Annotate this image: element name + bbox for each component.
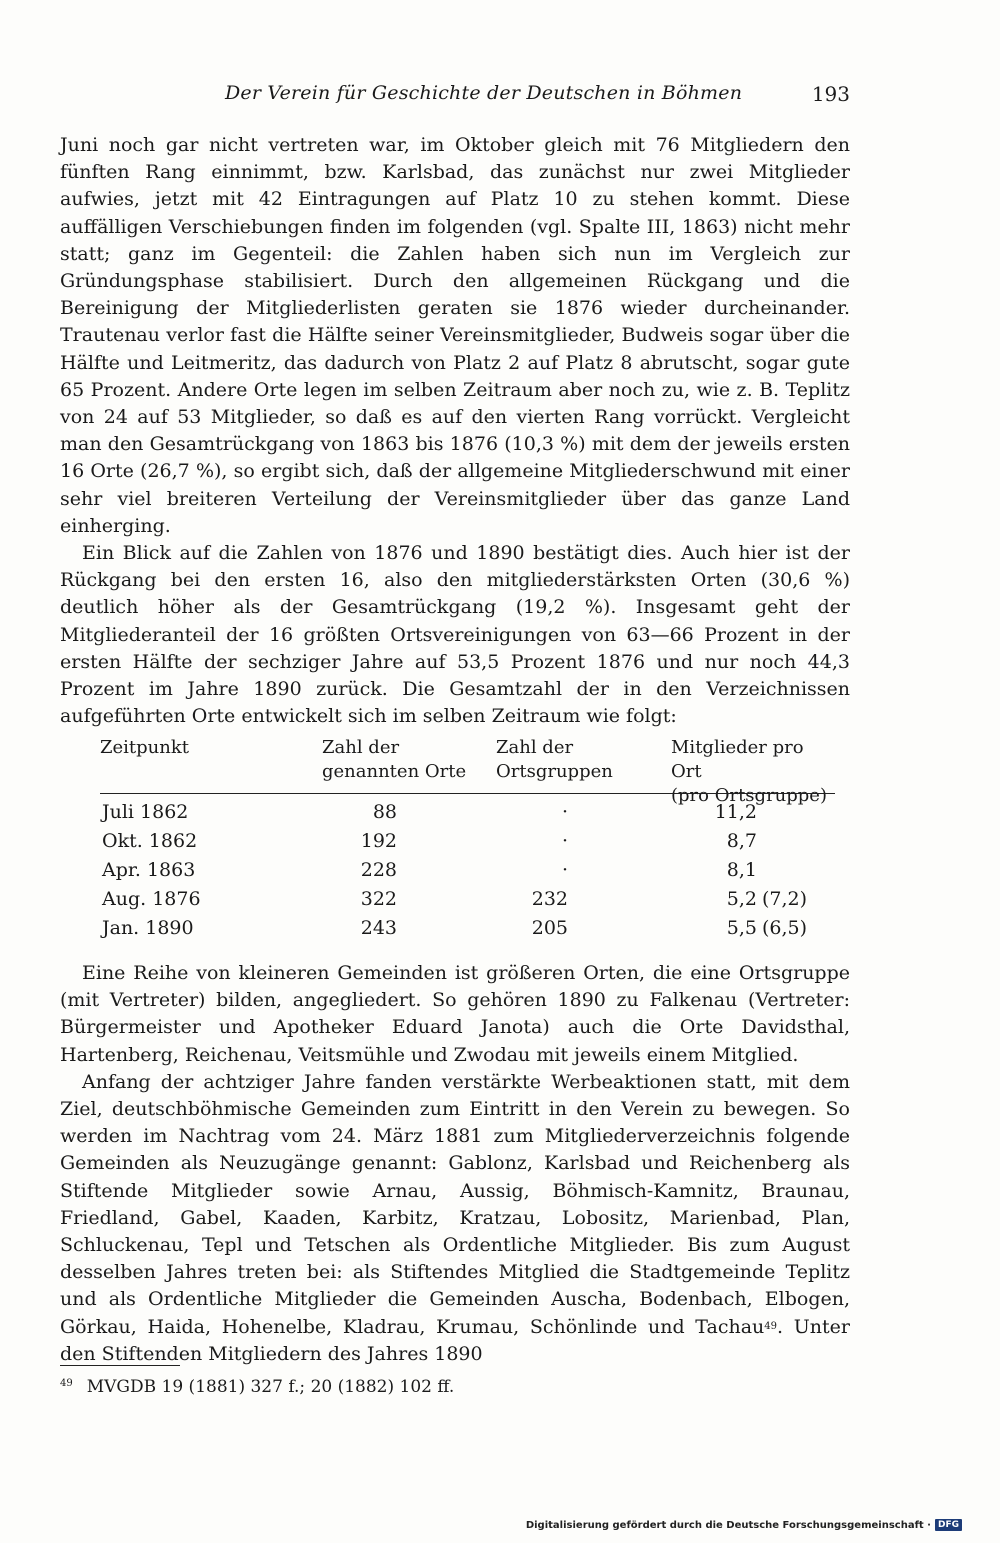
paragraph: Juni noch gar nicht vertreten war, im Oktober gleich mit 76 Mitgliedern den fünften Rang einnimmt, bzw. Karlsbad, das zunächst nur zwei Mitglieder aufwies, jetzt mit 42 Eintragungen auf Platz 10 zu stehen kommt. Diese auffälligen Verschiebungen finden im folgenden (vgl. Spalte III, 1863) nicht mehr statt; ganz im Gegenteil: die Zahlen haben sich nun im Vergleich zur Gründungsphase stabilisiert. Durch den allgemeinen Rückgang und die Bereinigung der Mitgliederlisten geraten sie 1876 wieder durcheinander. Trautenau verlor fast die Hälfte seiner Vereinsmitglieder, Budweis sogar über die Hälfte und Leitmeritz, das dadurch von Platz 2 auf Platz 8 abrutscht, sogar gute 65 Prozent. Andere Orte legen im selben Zeitraum aber noch zu, wie z. B. Teplitz von 24 auf 53 Mitglieder, so daß es auf den vierten Rang vorrückt. Vergleicht man den Gesamtrückgang von 1863 bis 1876 (10,3 %) mit dem der jeweils ersten 16 Orte (26,7 %), so ergibt sich, daß der allgemeine Mitgliederschwund mit einer sehr viel breiteren Verteilung der Vereinsmitglieder über das ganze Land einherging. [60, 134, 850, 537]
footnote-text: MVGDB 19 (1881) 327 f.; 20 (1882) 102 ff. [86, 1377, 455, 1397]
digitization-credit [526, 1519, 962, 1531]
table-body [100, 800, 835, 945]
header-zahl-orte: Zahl der genannten Orte [322, 737, 467, 782]
table-header [100, 736, 835, 806]
cell-ortsgruppen: · [561, 859, 568, 881]
credit-text: Digitalisierung gefördert durch die Deutsche Forschungsgemeinschaft · [525, 1520, 931, 1531]
footnote [60, 1377, 454, 1397]
table-row [100, 916, 835, 945]
footnote-separator [60, 1365, 180, 1366]
cell-date: Jan. 1890 [102, 917, 194, 939]
cell-orte: 322 [360, 888, 397, 910]
running-title: Der Verein für Geschichte der Deutschen in Böhmen [225, 82, 743, 104]
table-row [100, 800, 835, 829]
cell-pro-ort: 5,2 [726, 888, 757, 910]
cell-pro-ort: 8,7 [726, 830, 757, 852]
running-header [60, 82, 850, 112]
cell-ortsgruppen: · [561, 801, 568, 823]
body-text-upper [60, 132, 850, 730]
dfg-logo: DFG [935, 1519, 962, 1531]
footnote-number: 49 [60, 1378, 73, 1389]
table-row [100, 887, 835, 916]
cell-date: Okt. 1862 [102, 830, 198, 852]
footnote-reference[interactable]: 49 [764, 1320, 778, 1332]
cell-orte: 228 [360, 859, 397, 881]
cell-ortsgruppen: 232 [531, 888, 568, 910]
cell-date: Aug. 1876 [102, 888, 201, 910]
statistics-table [100, 736, 835, 945]
table-rule [100, 793, 835, 794]
table-row [100, 829, 835, 858]
cell-pro-ort: 11,2 [714, 801, 757, 823]
cell-ortsgruppen: 205 [531, 917, 568, 939]
paragraph: Ein Blick auf die Zahlen von 1876 und 1890 bestätigt dies. Auch hier ist der Rückgang bei den ersten 16, also den mitgliederstärksten Orten (30,6 %) deutlich höher als der Gesamtrückgang (19,2 %). Insgesamt geht der Mitgliederanteil der 16 größten Ortsvereinigungen von 63—66 Prozent in der ersten Hälfte der sechziger Jahre auf 53,5 Prozent 1876 und nur noch 44,3 Prozent im Jahre 1890 zurück. Die Gesamtzahl der in den Verzeichnissen aufgeführten Orte entwickelt sich im selben Zeitraum wie folgt: [60, 542, 850, 728]
body-text-lower [60, 960, 850, 1368]
page-number: 193 [811, 82, 850, 106]
header-mitglieder-pro-ort: Mitglieder pro Ort (pro Ortsgruppe) [671, 737, 827, 806]
table-row [100, 858, 835, 887]
header-zahl-ortsgruppen: Zahl der Ortsgruppen [496, 737, 613, 782]
cell-pro-gruppe: (7,2) [762, 888, 808, 910]
cell-pro-ort: 5,5 [726, 917, 757, 939]
cell-orte: 192 [360, 830, 397, 852]
paragraph-tail: Unter den Stiftenden Mitgliedern des Jahres 1890 [60, 1315, 850, 1365]
paragraph-with-footnote: Anfang der achtziger Jahre fanden verstärkte Werbeaktionen statt, mit dem Ziel, deutschböhmische Gemeinden zum Eintritt in den Verein zu bewegen. So werden im Nachtrag vom 24. März 1881 zum Mitgliederverzeichnis folgende Gemeinden als Neuzugänge genannt: Gablonz, Karlsbad und Reichenberg als Stiftende Mitglieder sowie Arnau, Aussig, Böhmisch-Kamnitz, Braunau, Friedland, Gabel, Kaaden, Karbitz, Kratzau, Lobositz, Marienbad, Plan, Schluckenau, Tepl und Tetschen als Ordentliche Mitglieder. Bis zum August desselben Jahres treten bei: als Stiftendes Mitglied die Stadtgemeinde Teplitz und als Ordentliche Mitglieder die Gemeinden Auscha, Bodenbach, Elbogen, Görkau, Haida, Hohenelbe, Kladrau, Krumau, Schönlinde und Tachau$^{49}$. Unter den Stiftenden Mitgliedern des Jahres 1890 [60, 1070, 850, 1365]
cell-ortsgruppen: · [561, 830, 568, 852]
cell-orte: 88 [372, 801, 397, 823]
paragraph-text: Anfang der achtziger Jahre fanden verstärkte Werbeaktionen statt, mit dem Ziel, deutschböhmische Gemeinden zum Eintritt in den Verein zu bewegen. So werden im Nachtrag vom 24. März 1881 zum Mitgliederverzeichnis folgende Gemeinden als Neuzugänge genannt: Gablonz, Karlsbad und Reichenberg als Stiftende Mitglieder sowie Arnau, Aussig, Böhmisch-Kamnitz, Braunau, Friedland, Gabel, Kaaden, Karbitz, Kratzau, Lobositz, Marienbad, Plan, Schluckenau, Tepl und Tetschen als Ordentliche Mitglieder. Bis zum August desselben Jahres treten bei: als Stiftendes Mitglied die Stadtgemeinde Teplitz und als Ordentliche Mitglieder die Gemeinden Auscha, Bodenbach, Elbogen, Görkau, Haida, Hohenelbe, Kladrau, Krumau, Schönlinde und Tachau [60, 1070, 850, 1338]
cell-orte: 243 [360, 917, 397, 939]
cell-pro-gruppe: (6,5) [762, 917, 808, 939]
cell-date: Apr. 1863 [102, 859, 196, 881]
cell-date: Juli 1862 [102, 801, 189, 823]
header-zeitpunkt: Zeitpunkt [100, 737, 189, 758]
cell-pro-ort: 8,1 [726, 859, 757, 881]
paragraph: Eine Reihe von kleineren Gemeinden ist größeren Orten, die eine Ortsgruppe (mit Vertreter) bilden, angegliedert. So gehören 1890 zu Falkenau (Vertreter: Bürgermeister und Apotheker Eduard Janota) auch die Orte Davidsthal, Hartenberg, Reichenau, Veitsmühle und Zwodau mit jeweils einem Mitglied. [60, 962, 850, 1066]
